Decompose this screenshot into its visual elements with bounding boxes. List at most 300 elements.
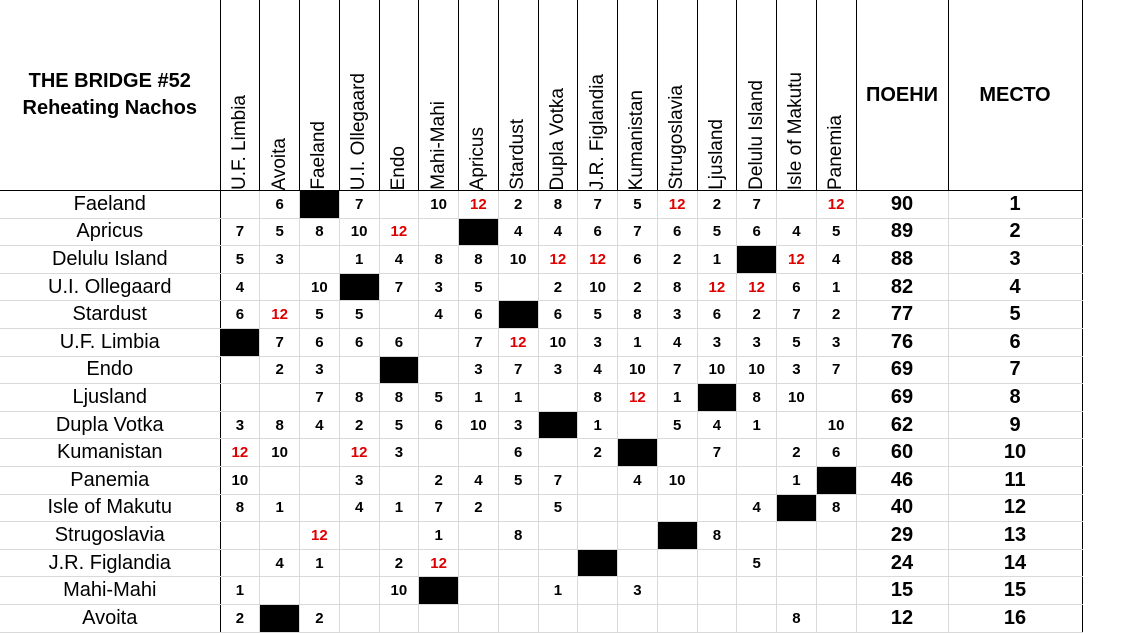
score-cell: 1	[657, 384, 697, 412]
score-cell: 3	[419, 273, 459, 301]
score-cell: 8	[459, 246, 499, 274]
juror-header-apricus	[459, 0, 499, 191]
score-cell	[578, 466, 618, 494]
score-cell	[339, 549, 379, 577]
score-cell: 4	[339, 494, 379, 522]
country-name: U.F. Limbia	[0, 328, 220, 356]
score-cell	[498, 577, 538, 605]
score-cell	[777, 191, 817, 219]
score-cell	[657, 439, 697, 467]
total-points: 77	[856, 301, 948, 329]
score-cell	[220, 191, 260, 219]
score-cell: 2	[538, 273, 578, 301]
total-points: 46	[856, 466, 948, 494]
score-cell: 7	[498, 356, 538, 384]
score-cell: 8	[816, 494, 856, 522]
score-cell: 2	[300, 604, 340, 632]
score-cell: 10	[220, 466, 260, 494]
score-cell	[300, 466, 340, 494]
country-name: Stardust	[0, 301, 220, 329]
score-cell: 1	[459, 384, 499, 412]
country-name: Avoita	[0, 604, 220, 632]
self-vote-cell	[260, 604, 300, 632]
final-place: 4	[948, 273, 1082, 301]
score-cell: 8	[498, 522, 538, 550]
score-cell: 5	[419, 384, 459, 412]
final-place: 12	[948, 494, 1082, 522]
title-cell	[0, 0, 220, 191]
table-row	[0, 411, 1082, 439]
juror-label: Dupla Votka	[546, 87, 568, 190]
score-cell: 3	[260, 246, 300, 274]
score-cell	[777, 577, 817, 605]
total-points: 88	[856, 246, 948, 274]
score-cell: 6	[260, 191, 300, 219]
score-cell: 5	[379, 411, 419, 439]
score-cell	[498, 273, 538, 301]
score-cell: 10	[498, 246, 538, 274]
score-cell: 6	[419, 411, 459, 439]
total-points: 69	[856, 356, 948, 384]
score-cell	[578, 522, 618, 550]
score-cell: 4	[538, 218, 578, 246]
score-cell	[419, 604, 459, 632]
juror-header-ljusland	[697, 0, 737, 191]
score-cell: 10	[816, 411, 856, 439]
score-cell: 4	[697, 411, 737, 439]
final-place: 8	[948, 384, 1082, 412]
score-cell	[618, 494, 658, 522]
score-cell	[419, 328, 459, 356]
score-cell	[459, 604, 499, 632]
score-cell: 6	[379, 328, 419, 356]
score-cell: 8	[737, 384, 777, 412]
score-cell: 5	[618, 191, 658, 219]
score-cell	[459, 522, 499, 550]
score-cell	[816, 384, 856, 412]
self-vote-cell	[498, 301, 538, 329]
self-vote-cell	[538, 411, 578, 439]
score-cell	[339, 604, 379, 632]
self-vote-cell	[459, 218, 499, 246]
final-place: 9	[948, 411, 1082, 439]
score-cell	[300, 439, 340, 467]
country-name: Apricus	[0, 218, 220, 246]
score-cell	[578, 604, 618, 632]
score-cell: 2	[697, 191, 737, 219]
score-cell: 6	[697, 301, 737, 329]
score-cell: 7	[419, 494, 459, 522]
score-cell: 3	[697, 328, 737, 356]
table-row	[0, 218, 1082, 246]
score-cell	[220, 522, 260, 550]
score-cell	[816, 522, 856, 550]
score-cell: 7	[618, 218, 658, 246]
country-name: Endo	[0, 356, 220, 384]
score-cell: 2	[777, 439, 817, 467]
score-cell: 10	[777, 384, 817, 412]
score-cell: 6	[459, 301, 499, 329]
score-cell	[538, 604, 578, 632]
score-cell: 3	[737, 328, 777, 356]
score-cell: 2	[737, 301, 777, 329]
score-cell	[697, 549, 737, 577]
score-cell: 5	[816, 218, 856, 246]
total-points: 69	[856, 384, 948, 412]
score-cell: 12	[657, 191, 697, 219]
table-row	[0, 549, 1082, 577]
self-vote-cell	[816, 466, 856, 494]
score-cell: 7	[300, 384, 340, 412]
score-cell	[498, 604, 538, 632]
table-title: THE BRIDGE #52	[28, 70, 191, 92]
score-cell: 2	[459, 494, 499, 522]
score-cell: 5	[220, 246, 260, 274]
score-cell: 6	[300, 328, 340, 356]
score-cell	[777, 522, 817, 550]
self-vote-cell	[379, 356, 419, 384]
juror-label: J.R. Figlandia	[586, 73, 608, 190]
score-cell	[777, 549, 817, 577]
score-cell	[618, 411, 658, 439]
score-cell	[220, 356, 260, 384]
score-cell	[737, 522, 777, 550]
score-cell: 4	[419, 301, 459, 329]
score-cell	[618, 604, 658, 632]
score-cell	[697, 604, 737, 632]
score-cell: 4	[737, 494, 777, 522]
country-name: Panemia	[0, 466, 220, 494]
country-name: Kumanistan	[0, 439, 220, 467]
country-name: Mahi-Mahi	[0, 577, 220, 605]
score-cell: 8	[379, 384, 419, 412]
score-cell	[816, 549, 856, 577]
score-cell: 12	[459, 191, 499, 219]
final-place: 3	[948, 246, 1082, 274]
score-cell	[260, 466, 300, 494]
score-cell	[419, 218, 459, 246]
score-cell: 7	[777, 301, 817, 329]
score-cell: 12	[697, 273, 737, 301]
score-cell: 8	[260, 411, 300, 439]
score-cell: 6	[498, 439, 538, 467]
score-cell	[538, 522, 578, 550]
score-cell: 6	[816, 439, 856, 467]
score-cell: 7	[737, 191, 777, 219]
score-cell: 2	[816, 301, 856, 329]
score-cell: 5	[578, 301, 618, 329]
table-subtitle: Reheating Nachos	[22, 97, 197, 119]
score-cell: 12	[419, 549, 459, 577]
score-cell: 10	[459, 411, 499, 439]
score-cell	[459, 549, 499, 577]
score-cell	[339, 356, 379, 384]
table-row	[0, 328, 1082, 356]
total-points: 89	[856, 218, 948, 246]
total-points: 15	[856, 577, 948, 605]
table-row	[0, 466, 1082, 494]
score-cell: 2	[657, 246, 697, 274]
score-cell: 4	[578, 356, 618, 384]
score-cell: 3	[339, 466, 379, 494]
score-cell	[459, 577, 499, 605]
score-cell: 4	[777, 218, 817, 246]
country-name: Isle of Makutu	[0, 494, 220, 522]
score-cell	[339, 522, 379, 550]
score-cell: 6	[339, 328, 379, 356]
score-cell	[379, 604, 419, 632]
final-place: 2	[948, 218, 1082, 246]
score-cell	[737, 439, 777, 467]
score-cell: 10	[300, 273, 340, 301]
score-cell: 1	[339, 246, 379, 274]
score-cell: 12	[777, 246, 817, 274]
score-cell: 8	[618, 301, 658, 329]
juror-header-u-f-limbia	[220, 0, 260, 191]
score-cell	[618, 522, 658, 550]
juror-header-strugoslavia	[657, 0, 697, 191]
score-cell: 12	[498, 328, 538, 356]
score-cell: 12	[538, 246, 578, 274]
score-cell: 5	[538, 494, 578, 522]
score-cell: 7	[339, 191, 379, 219]
score-cell: 10	[419, 191, 459, 219]
score-cell: 3	[538, 356, 578, 384]
score-cell: 6	[737, 218, 777, 246]
score-cell: 8	[538, 191, 578, 219]
score-cell: 1	[260, 494, 300, 522]
score-cell: 7	[379, 273, 419, 301]
score-cell	[300, 577, 340, 605]
total-points: 40	[856, 494, 948, 522]
score-cell	[538, 549, 578, 577]
score-cell: 7	[459, 328, 499, 356]
score-cell	[618, 549, 658, 577]
score-cell: 5	[657, 411, 697, 439]
score-cell	[260, 577, 300, 605]
juror-label: Kumanistan	[626, 89, 648, 190]
score-cell: 10	[657, 466, 697, 494]
score-cell	[737, 577, 777, 605]
juror-label: Faeland	[308, 121, 330, 190]
score-cell	[657, 577, 697, 605]
juror-label: Strugoslavia	[666, 85, 688, 190]
score-cell: 8	[657, 273, 697, 301]
final-place: 10	[948, 439, 1082, 467]
score-cell: 4	[816, 246, 856, 274]
total-points: 60	[856, 439, 948, 467]
score-cell: 1	[816, 273, 856, 301]
score-cell: 3	[657, 301, 697, 329]
juror-header-u-i-ollegaard	[339, 0, 379, 191]
self-vote-cell	[657, 522, 697, 550]
self-vote-cell	[618, 439, 658, 467]
score-cell: 5	[777, 328, 817, 356]
juror-label: Endo	[387, 145, 409, 190]
score-cell	[697, 494, 737, 522]
score-cell: 1	[419, 522, 459, 550]
juror-label: Mahi-Mahi	[427, 101, 449, 190]
score-cell	[657, 549, 697, 577]
score-cell: 7	[697, 439, 737, 467]
score-cell	[419, 439, 459, 467]
juror-header-dupla-votka	[538, 0, 578, 191]
self-vote-cell	[737, 246, 777, 274]
score-cell	[379, 301, 419, 329]
juror-label: Ljusland	[705, 119, 727, 190]
self-vote-cell	[578, 549, 618, 577]
total-points: 76	[856, 328, 948, 356]
juror-label: U.I. Ollegaard	[348, 72, 370, 190]
juror-header-panemia	[816, 0, 856, 191]
score-cell: 4	[379, 246, 419, 274]
score-cell: 3	[578, 328, 618, 356]
table-row	[0, 246, 1082, 274]
score-cell	[300, 246, 340, 274]
score-cell	[578, 577, 618, 605]
score-cell	[498, 549, 538, 577]
score-cell: 1	[498, 384, 538, 412]
score-cell: 8	[697, 522, 737, 550]
table-row	[0, 191, 1082, 219]
score-cell: 3	[459, 356, 499, 384]
score-cell: 5	[260, 218, 300, 246]
score-cell	[697, 577, 737, 605]
self-vote-cell	[697, 384, 737, 412]
score-cell: 1	[300, 549, 340, 577]
score-cell: 1	[220, 577, 260, 605]
total-points: 90	[856, 191, 948, 219]
score-cell: 2	[419, 466, 459, 494]
juror-label: Avoita	[268, 137, 290, 190]
score-cell: 3	[816, 328, 856, 356]
juror-header-isle-of-makutu	[777, 0, 817, 191]
self-vote-cell	[339, 273, 379, 301]
table-row	[0, 273, 1082, 301]
table-row	[0, 439, 1082, 467]
table-row	[0, 604, 1082, 632]
score-cell	[459, 439, 499, 467]
score-cell: 4	[657, 328, 697, 356]
score-cell: 4	[498, 218, 538, 246]
score-cell: 8	[220, 494, 260, 522]
score-cell: 10	[578, 273, 618, 301]
score-cell	[220, 384, 260, 412]
score-cell: 3	[379, 439, 419, 467]
juror-header-endo	[379, 0, 419, 191]
score-cell	[419, 356, 459, 384]
country-name: J.R. Figlandia	[0, 549, 220, 577]
table-row	[0, 577, 1082, 605]
country-name: Delulu Island	[0, 246, 220, 274]
country-name: Ljusland	[0, 384, 220, 412]
score-cell: 10	[339, 218, 379, 246]
score-cell	[220, 549, 260, 577]
score-cell	[260, 522, 300, 550]
score-cell: 2	[498, 191, 538, 219]
score-cell	[816, 604, 856, 632]
country-name: U.I. Ollegaard	[0, 273, 220, 301]
self-vote-cell	[777, 494, 817, 522]
country-name: Strugoslavia	[0, 522, 220, 550]
score-cell: 4	[260, 549, 300, 577]
score-cell: 2	[220, 604, 260, 632]
score-cell: 8	[300, 218, 340, 246]
juror-header-kumanistan	[618, 0, 658, 191]
final-place: 5	[948, 301, 1082, 329]
score-cell: 7	[220, 218, 260, 246]
table-row	[0, 494, 1082, 522]
score-cell: 1	[578, 411, 618, 439]
juror-label: Isle of Makutu	[785, 71, 807, 190]
total-points: 62	[856, 411, 948, 439]
score-cell	[339, 577, 379, 605]
score-cell: 2	[260, 356, 300, 384]
country-name: Dupla Votka	[0, 411, 220, 439]
score-cell: 8	[419, 246, 459, 274]
total-points: 29	[856, 522, 948, 550]
juror-label: Delulu Island	[745, 80, 767, 190]
score-cell: 3	[300, 356, 340, 384]
score-cell	[379, 522, 419, 550]
score-cell: 1	[618, 328, 658, 356]
score-cell: 3	[220, 411, 260, 439]
score-cell: 5	[459, 273, 499, 301]
score-cell: 5	[697, 218, 737, 246]
score-cell: 2	[618, 273, 658, 301]
total-points: 82	[856, 273, 948, 301]
score-cell: 5	[737, 549, 777, 577]
score-cell	[498, 494, 538, 522]
self-vote-cell	[220, 328, 260, 356]
score-cell: 5	[498, 466, 538, 494]
score-cell: 4	[618, 466, 658, 494]
score-cell: 5	[300, 301, 340, 329]
score-cell: 12	[618, 384, 658, 412]
score-cell: 3	[618, 577, 658, 605]
juror-header-delulu-island	[737, 0, 777, 191]
score-cell: 3	[777, 356, 817, 384]
score-cell	[777, 411, 817, 439]
juror-header-j-r-figlandia	[578, 0, 618, 191]
header-row	[0, 0, 1082, 191]
score-cell: 6	[777, 273, 817, 301]
score-cell: 5	[339, 301, 379, 329]
final-place: 6	[948, 328, 1082, 356]
score-cell: 1	[697, 246, 737, 274]
final-place: 16	[948, 604, 1082, 632]
score-cell: 1	[538, 577, 578, 605]
table-row	[0, 384, 1082, 412]
score-cell: 12	[260, 301, 300, 329]
score-cell: 7	[260, 328, 300, 356]
score-cell	[737, 604, 777, 632]
total-points: 12	[856, 604, 948, 632]
score-cell: 8	[777, 604, 817, 632]
self-vote-cell	[419, 577, 459, 605]
score-cell	[538, 439, 578, 467]
score-cell: 7	[657, 356, 697, 384]
score-cell: 10	[260, 439, 300, 467]
juror-header-avoita	[260, 0, 300, 191]
score-cell: 12	[300, 522, 340, 550]
score-cell: 1	[777, 466, 817, 494]
score-cell: 10	[697, 356, 737, 384]
table-row	[0, 356, 1082, 384]
score-cell: 3	[498, 411, 538, 439]
score-cell	[578, 494, 618, 522]
score-cell: 12	[816, 191, 856, 219]
